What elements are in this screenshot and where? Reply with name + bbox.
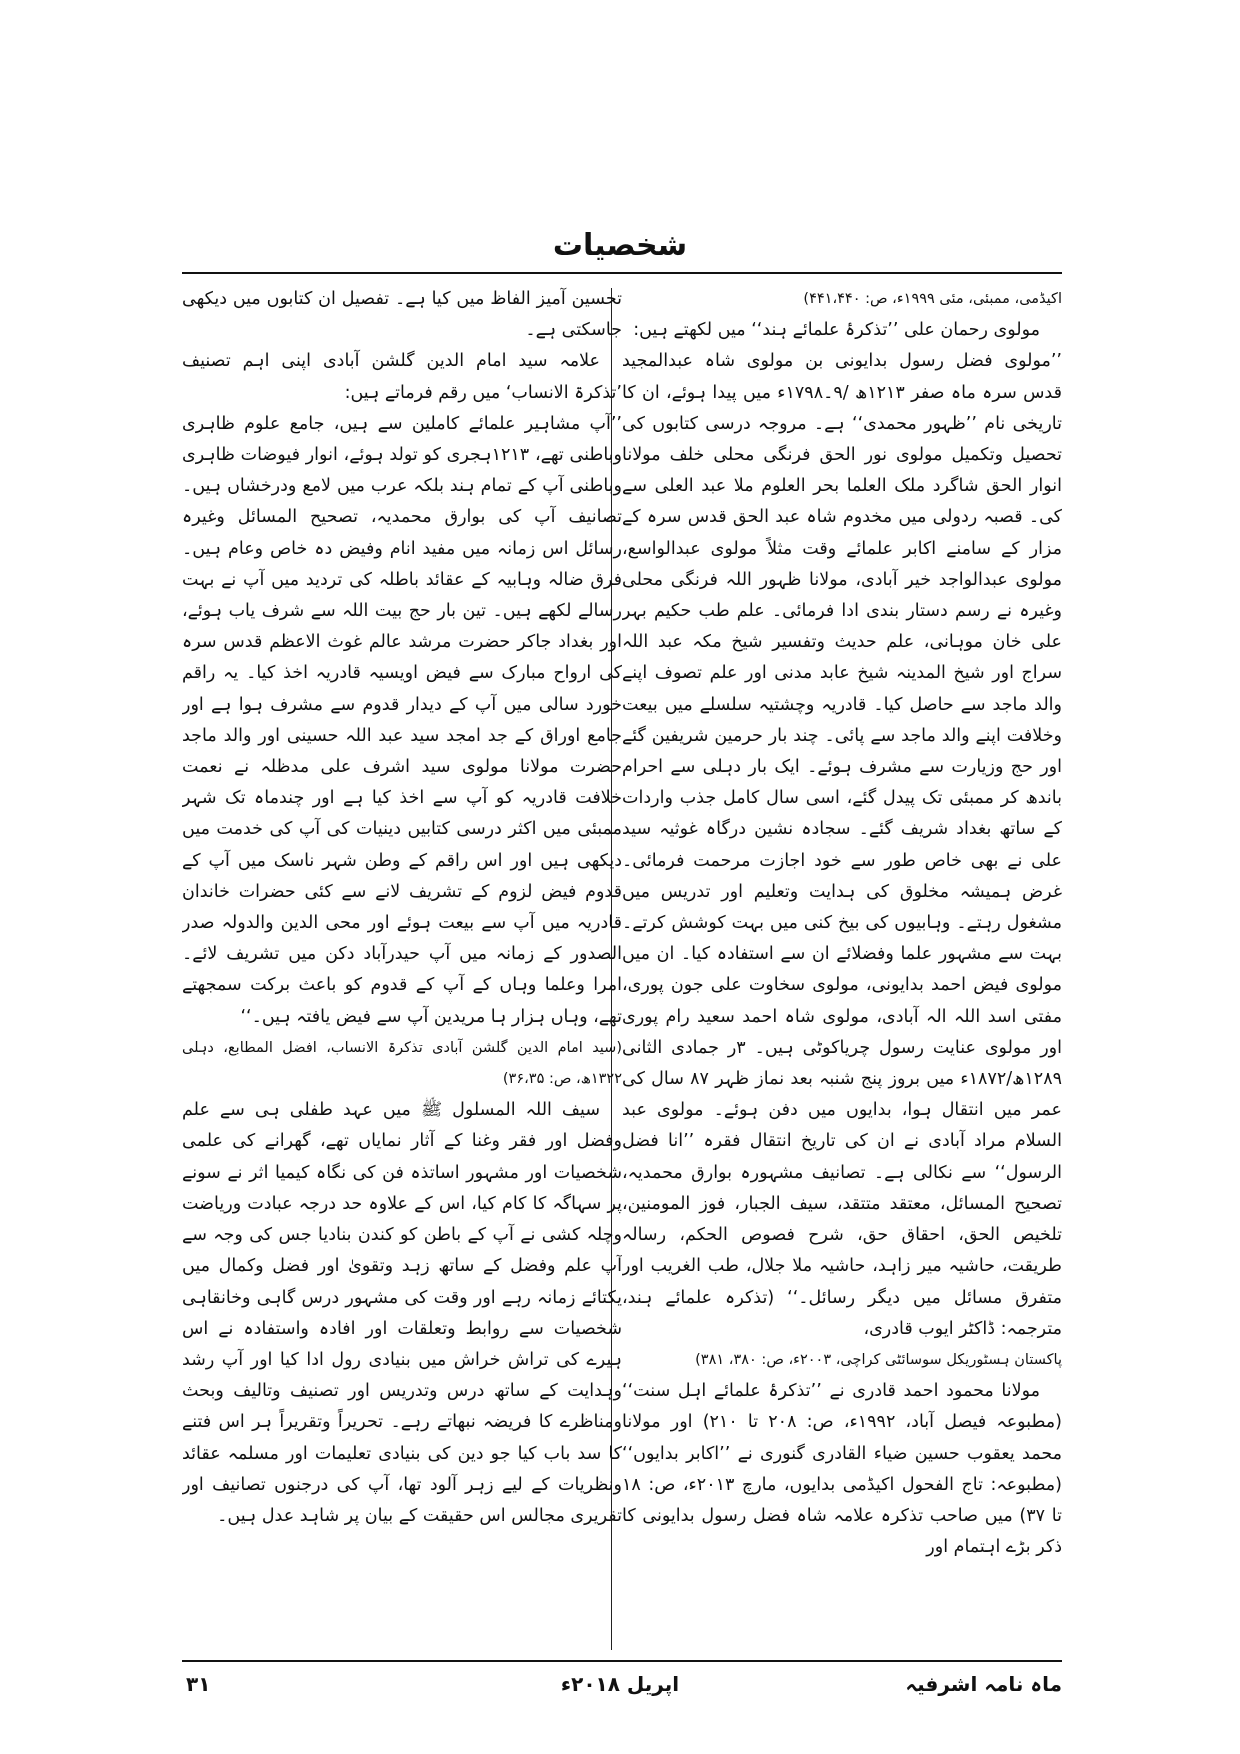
paragraph: (سید امام الدین گلشن آبادی تذکرۃ الانساب، افضل المطابع، دہلی ۱۳۲۲ھ، ص: ۳۶،۳۵)	[182, 1039, 622, 1088]
left-column	[182, 284, 622, 1650]
paragraph: تحسین آمیز الفاظ میں کیا ہے۔ تفصیل ان کتابوں میں دیکھی جاسکتی ہے۔	[182, 289, 622, 341]
footer-rule	[182, 1660, 1062, 1662]
paragraph: پاکستان ہسٹوریکل سوسائٹی کراچی، ۲۰۰۳ء، ص: ۳۸۰، ۳۸۱)	[695, 1351, 1062, 1368]
paragraph: مولانا محمود احمد قادری نے ’’تذکرۂ علمائے اہل سنت‘‘ (مطبوعہ فیصل آباد، ۱۹۹۲ء، ص: ۲۰۸ تا ۲۱۰) اور مولانا محمد یعقوب حسین ضیاء القادری گنوری نے ’’اکابر بدایوں‘‘ (مطبوعہ: تاج الفحول اکیڈمی بدایوں، مارچ ۲۰۱۳ء، ص: ۱۸ تا ۳۷) میں صاحب تذکرہ علامہ شاہ فضل رسول بدایونی کا ذکر بڑے اہتمام اور	[622, 1381, 1062, 1558]
magazine-name: ماہ نامہ اشرفیہ	[905, 1672, 1062, 1696]
issue-date: اپریل ۲۰۱۸ء	[560, 1672, 680, 1696]
paragraph: سیف اللہ المسلول ﷺ میں عہد طفلی ہی سے علم وفضل اور فقر وغنا کے آثار نمایاں تھے، گھرانے کی علمی شخصیات اور مشہور اساتذہ فن کی نگاہ کیمیا اثر نے سونے پر سہاگہ کا کام کیا، اس کے علاوہ حد درجہ عبادت وریاضت وچلہ کشی نے آپ کے باطن کو کندن بنادیا جس کی وجہ سے آپ علم وفضل کے ساتھ زہد وتقویٰ اور فضل وکمال میں یکتائے زمانہ رہے اور وقت کی مشہور درس گاہی وخانقاہی شخصیات سے روابط وتعلقات اور افادہ واستفادہ نے اس ہیرے کی تراش خراش میں بنیادی رول ادا کیا اور آپ رشد وہدایت کے ساتھ درس وتدریس اور تصنیف وتالیف وبحث ومناظرے کا فریضہ نبھاتے رہے۔ تحریراً وتقریراً ہر اس فتنے کا سد باب کیا جو دین کی بنیادی تعلیمات اور مسلمہ عقائد ونظریات کے لیے زہر آلود تھا، آپ کی درجنوں تصانیف اور تقریری مجالس اس حقیقت کے بیان پر شاہد عدل ہیں۔	[182, 1100, 622, 1526]
section-title: شخصیات	[552, 228, 688, 263]
paragraph: ’’مولوی فضل رسول بدایونی بن مولوی شاہ عبدالمجید قدس سرہ ماہ صفر ۱۲۱۳ھ /۹۔۱۷۹۸ء میں پیدا ہوئے، ان کا تاریخی نام ’’ظہور محمدی‘‘ ہے۔ مروجہ درسی کتابوں کی تحصیل وتکمیل مولوی نور الحق فرنگی محلی خلف مولانا انوار الحق شاگرد ملک العلما بحر العلوم ملا عبد العلی سے کی۔ قصبہ ردولی میں مخدوم شاہ عبد الحق قدس سرہ کے مزار کے سامنے اکابر علمائے وقت مثلاً مولوی عبدالواسع، مولوی عبدالواجد خیر آبادی، مولانا ظہور اللہ فرنگی محلی وغیرہ نے رسم دستار بندی ادا فرمائی۔ علم طب حکیم بہر علی خان موہانی، علم حدیث وتفسیر شیخ مکہ عبد اللہ سراج اور شیخ المدینہ شیخ عابد مدنی اور علم تصوف اپنے والد ماجد سے حاصل کیا۔ قادریہ وچشتیہ سلسلے میں بیعت وخلافت اپنے والد ماجد سے پائی۔ چند بار حرمین شریفین گئے اور حج وزیارت سے مشرف ہوئے۔ ایک بار دہلی سے احرام باندھ کر ممبئی تک پیدل گئے، اسی سال کامل جذب واردات کے ساتھ بغداد شریف گئے۔ سجادہ نشین درگاہ غوثیہ سید علی نے بھی خاص طور سے خود اجازت مرحمت فرمائی۔ غرض ہمیشہ مخلوق کی ہدایت وتعلیم اور تدریس میں مشغول رہتے۔ وہابیوں کی بیخ کنی میں بہت کوشش کرتے۔ بہت سے مشہور علما وفضلائے ان سے استفادہ کیا۔ ان میں مولوی فیض احمد بدایونی، مولوی سخاوت علی جون پوری، مفتی اسد اللہ الہ آبادی، مولوی شاہ احمد سعید رام پوری اور مولوی عنایت رسول چریاکوٹی ہیں۔ ۳ر جمادی الثانی ۱۲۸۹ھ/۱۸۷۲ء میں بروز پنج شنبہ بعد نماز ظہر ۸۷ سال کی عمر میں انتقال ہوا، بدایوں میں دفن ہوئے۔ مولوی عبد السلام مراد آبادی نے ان کی تاریخ انتقال فقرہ ’’انا فضل الرسول‘‘ سے نکالی ہے۔ تصانیف مشہورہ بوارق محمدیہ، تصحیح المسائل، معتقد متتقد، سیف الجبار، فوز المومنین، تلخیص الحق، احقاق حق، شرح فصوص الحکم، رسالہ طریقت، حاشیہ میر زاہد، حاشیہ ملا جلال، طب الغریب اور متفرق مسائل میں دیگر رسائل۔‘‘ (تذکرہ علمائے ہند، مترجمہ: ڈاکٹر ایوب قادری،	[622, 351, 1062, 1339]
paragraph: مولوی رحمان علی ’’تذکرۂ علمائے ہند‘‘ میں لکھتے ہیں:	[633, 320, 1040, 341]
paragraph: اکیڈمی، ممبئی، مئی ۱۹۹۹ء، ص: ۴۴۱،۴۴۰)	[803, 291, 1062, 307]
page-number: ۳۱	[186, 1672, 211, 1696]
right-column	[622, 284, 1062, 1650]
paragraph: علامہ سید امام الدین گلشن آبادی اپنی اہم تصنیف ’تذکرۃ الانساب‘ میں رقم فرماتے ہیں:	[182, 351, 622, 403]
header-rule	[182, 272, 1062, 274]
paragraph: ’’آپ مشاہیر علمائے کاملین سے ہیں، جامع علوم ظاہری وباطنی تھے، ۱۲۱۳ہجری کو تولد ہوئے، انوار فیوضات ظاہری وباطنی آپ کے تمام ہند بلکہ عرب میں لامع ودرخشاں ہیں۔ تصانیف آپ کی بوارق محمدیہ، تصحیح المسائل وغیرہ رسائل اس زمانہ میں مفید انام وفیض دہ خاص وعام ہیں۔ فرق ضالہ وہابیہ کے عقائد باطلہ کی تردید میں آپ نے بہت رسالے لکھے ہیں۔ تین بار حج بیت اللہ سے شرف یاب ہوئے، اور بغداد جاکر حضرت مرشد عالم غوث الاعظم قدس سرہ کی ارواح مبارک سے فیض اویسیہ قادریہ اخذ کیا۔ یہ راقم خورد سالی میں آپ کے دیدار قدوم سے مشرف ہوا ہے اور جامع اوراق کے جد امجد سید عبد اللہ حسینی اور والد ماجد حضرت مولانا مولوی سید اشرف علی مدظلہ نے نعمت خلافت قادریہ کو آپ سے اخذ کیا ہے اور چندماہ تک شہر ممبئی میں اکثر درسی کتابیں دینیات کی آپ کی خدمت میں دیکھی ہیں اور اس راقم کے وطن شہر ناسک میں آپ کے قدوم فیض لزوم کے تشریف لانے سے کئی حضرات خاندان قادریہ میں آپ سے بیعت ہوئے اور محی الدین والدولہ صدر الصدور کے زمانہ میں آپ حیدرآباد دکن میں تشریف لائے۔ امرا وعلما وہاں کے آپ کے قدوم کو باعث برکت سمجھتے تھے، وہاں ہزار ہا مریدین آپ سے فیض یافتہ ہیں۔‘‘	[182, 413, 622, 1027]
